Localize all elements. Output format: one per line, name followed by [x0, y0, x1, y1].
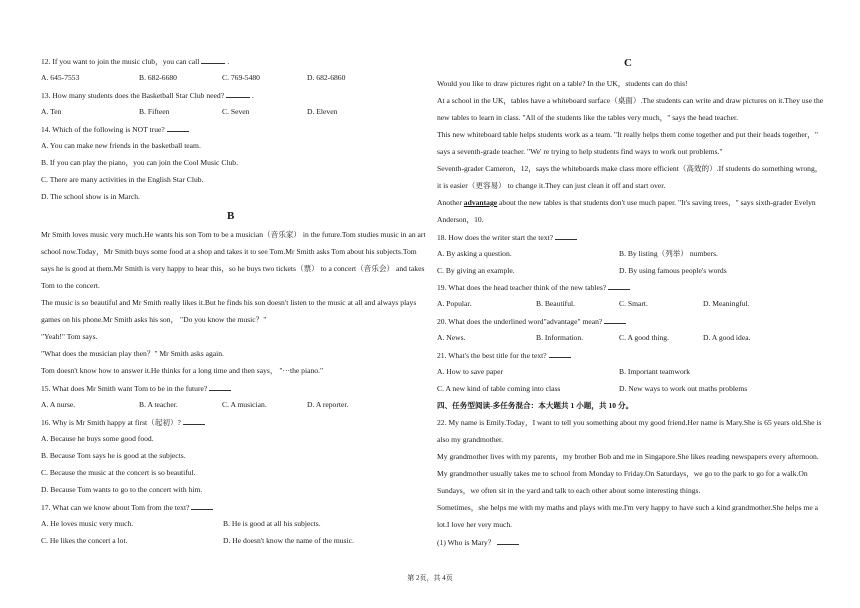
- passage-b-line: Mr Smith loves music very much.He wants his son Tom to be a musician（音乐家） in the future.Tom studies music in an art: [41, 230, 426, 239]
- answer-blank: [604, 316, 626, 324]
- passage-c-line: Another advantage about the new tables is that students don't use much paper. "It's saving trees，" says sixth-grader Evelyn: [437, 198, 816, 207]
- passage-b-line: Tom doesn't know how to answer it.He thinks for a long time and then says， "···the piano.": [41, 366, 324, 375]
- q19-option-b: B. Beautiful.: [536, 299, 576, 308]
- q20-stem: 20. What does the underlined word"advantage" mean?: [437, 316, 626, 327]
- q12-option-a: A. 645-7553: [41, 73, 80, 82]
- passage-b-line: "What does the musician play then？" Mr Smith asks again.: [41, 349, 224, 358]
- passage-b-line: The music is so beautiful and Mr Smith really likes it.But he finds his son doesn't listen to the music at all and always plays: [41, 298, 417, 307]
- q18-stem: 18. How does the writer start the text?: [437, 232, 577, 243]
- q13-option-c: C. Seven: [222, 107, 250, 116]
- q16-option-b: B. Because Tom says he is good at the subjects.: [41, 451, 186, 460]
- q14-option-b: B. If you can play the piano，you can join the Cool Music Club.: [41, 158, 238, 167]
- section-c-heading: C: [624, 57, 632, 69]
- q18-option-a: A. By asking a question.: [437, 249, 512, 258]
- q21-option-d: D. New ways to work out maths problems: [619, 384, 748, 393]
- q15-option-a: A. A nurse.: [41, 400, 76, 409]
- answer-blank: [497, 537, 519, 545]
- q17-option-b: B. He is good at all his subjects.: [223, 519, 321, 528]
- q19-stem: 19. What does the head teacher think of the new tables?: [437, 282, 630, 293]
- q21-stem: 21. What's the best title for the text?: [437, 350, 571, 361]
- passage-b-line: says he is good at them.Mr Smith is very happy to hear this，so he buys two tickets（票） to a concert（音乐会） and takes: [41, 264, 425, 273]
- answer-blank: [191, 502, 213, 510]
- passage-22-line: Sundays，we often sit in the yard and talk to each other about some interesting things.: [437, 486, 701, 495]
- q14-option-d: D. The school show is in March.: [41, 192, 140, 201]
- passage-22-line: lot.I love her very much.: [437, 520, 513, 529]
- q15-option-d: D. A reporter.: [307, 400, 349, 409]
- q15-stem: 15. What does Mr Smith want Tom to be in the future?: [41, 383, 231, 394]
- passage-c-line: Would you like to draw pictures right on a table? In the UK，students can do this!: [437, 79, 688, 88]
- q13-stem: 13. How many students does the Basketball Star Club need? .: [41, 91, 254, 100]
- q19-option-a: A. Popular.: [437, 299, 472, 308]
- q16-stem: 16. Why is Mr Smith happy at first（起初）?: [41, 417, 205, 428]
- passage-b-line: school now.Today，Mr Smith buys some food at a shop and takes it to see Tom.Mr Smith asks Tom about his subjects.Tom: [41, 247, 417, 256]
- q13-option-b: B. Fifteen: [139, 107, 170, 116]
- q19-option-d: D. Meaningful.: [703, 299, 750, 308]
- q16-option-d: D. Because Tom wants to go to the concert with him.: [41, 485, 203, 494]
- passage-b-line: "Yeah!" Tom says.: [41, 332, 98, 341]
- answer-blank: [209, 383, 231, 391]
- answer-blank: [201, 56, 225, 64]
- q22-1-stem: (1) Who is Mary？: [437, 537, 519, 548]
- q14-option-c: C. There are many activities in the English Star Club.: [41, 175, 204, 184]
- q16-option-a: A. Because he buys some good food.: [41, 434, 154, 443]
- section-4-heading: 四、任务型阅读-多任务混合：本大题共 1 小题，共 10 分。: [437, 401, 634, 410]
- q17-option-d: D. He doesn't know the name of the music.: [223, 536, 354, 545]
- q20-option-a: A. News.: [437, 333, 466, 342]
- passage-c-line: At a school in the UK，tables have a whiteboard surface（桌面）.The students can write and draw pictures on it.They use the: [437, 96, 824, 105]
- q21-option-a: A. How to save paper: [437, 367, 504, 376]
- q12-stem: 12. If you want to join the music club，you can call .: [41, 57, 230, 66]
- passage-b-line: Tom to the concert.: [41, 281, 100, 290]
- q20-option-b: B. Information.: [536, 333, 584, 342]
- passage-b-line: games on his phone.Mr Smith asks his son， "Do you know the music？": [41, 315, 267, 324]
- section-b-heading: B: [227, 210, 235, 222]
- answer-blank: [167, 124, 189, 132]
- answer-blank: [549, 350, 571, 358]
- answer-blank: [608, 282, 630, 290]
- q20-option-c: C. A good thing.: [619, 333, 670, 342]
- answer-blank: [226, 90, 250, 98]
- q12-option-d: D. 682-6860: [307, 73, 346, 82]
- answer-blank: [555, 232, 577, 240]
- passage-c-line: Seventh-grader Cameron，12，says the whiteboards make class more efficient（高效的）.If students do something wrong，: [437, 164, 823, 173]
- q12-option-b: B. 682-6680: [139, 73, 177, 82]
- passage-c-line: it is easier（更容易） to change it.They can just clean it off and start over.: [437, 181, 666, 190]
- q17-stem: 17. What can we know about Tom from the text?: [41, 502, 213, 513]
- q18-option-d: D. By using famous people's words: [619, 266, 727, 275]
- q12-option-c: C. 769-5480: [222, 73, 260, 82]
- q21-option-b: B. Important teamwork: [619, 367, 691, 376]
- q15-option-c: C. A musician.: [222, 400, 267, 409]
- q18-option-b: B. By listing（列举） numbers.: [619, 249, 718, 258]
- underlined-word: advantage: [463, 198, 498, 207]
- q20-option-d: D. A good idea.: [703, 333, 751, 342]
- passage-22-line: also my grandmother.: [437, 435, 504, 444]
- q17-option-c: C. He likes the concert a lot.: [41, 536, 128, 545]
- q14-stem: 14. Which of the following is NOT true?: [41, 124, 189, 135]
- passage-22-line: Sometimes，she helps me with my maths and plays with me.I'm very happy to have such a kind grandmother.She helps me a: [437, 503, 818, 512]
- passage-c-line: This new whiteboard table helps students work as a team. "It really helps them come together and put their heads together，": [437, 130, 818, 139]
- passage-22-line: My grandmother usually takes me to school from Monday to Friday.On Saturdays，we go to the park to go for a walk.On: [437, 469, 808, 478]
- answer-blank: [183, 417, 205, 425]
- page-footer: 第 2页，共 4页: [407, 574, 453, 582]
- passage-22-line: My grandmother lives with my parents，my brother Bob and me in Singapore.She likes reading newspapers every afternoon.: [437, 452, 819, 461]
- q18-option-c: C. By giving an example.: [437, 266, 515, 275]
- q19-option-c: C. Smart.: [619, 299, 648, 308]
- q15-option-b: B. A teacher.: [139, 400, 178, 409]
- q13-option-d: D. Eleven: [307, 107, 338, 116]
- passage-c-line: Anderson，10.: [437, 215, 484, 224]
- q14-option-a: A. You can make new friends in the basketball team.: [41, 141, 201, 150]
- q17-option-a: A. He loves music very much.: [41, 519, 134, 528]
- q16-option-c: C. Because the music at the concert is so beautiful.: [41, 468, 196, 477]
- q13-option-a: A. Ten: [41, 107, 62, 116]
- q21-option-c: C. A new kind of table coming into class: [437, 384, 561, 393]
- passage-22-line: 22. My name is Emily.Today，I want to tell you something about my good friend.Her name is Mary.She is 65 years old.She is: [437, 418, 822, 427]
- passage-c-line: says a seventh-grade teacher. "We' re trying to help students find ways to work out problems.": [437, 147, 723, 156]
- passage-c-line: new tables to learn in class. "All of the students like the tables very much，" says the head teacher.: [437, 113, 739, 122]
